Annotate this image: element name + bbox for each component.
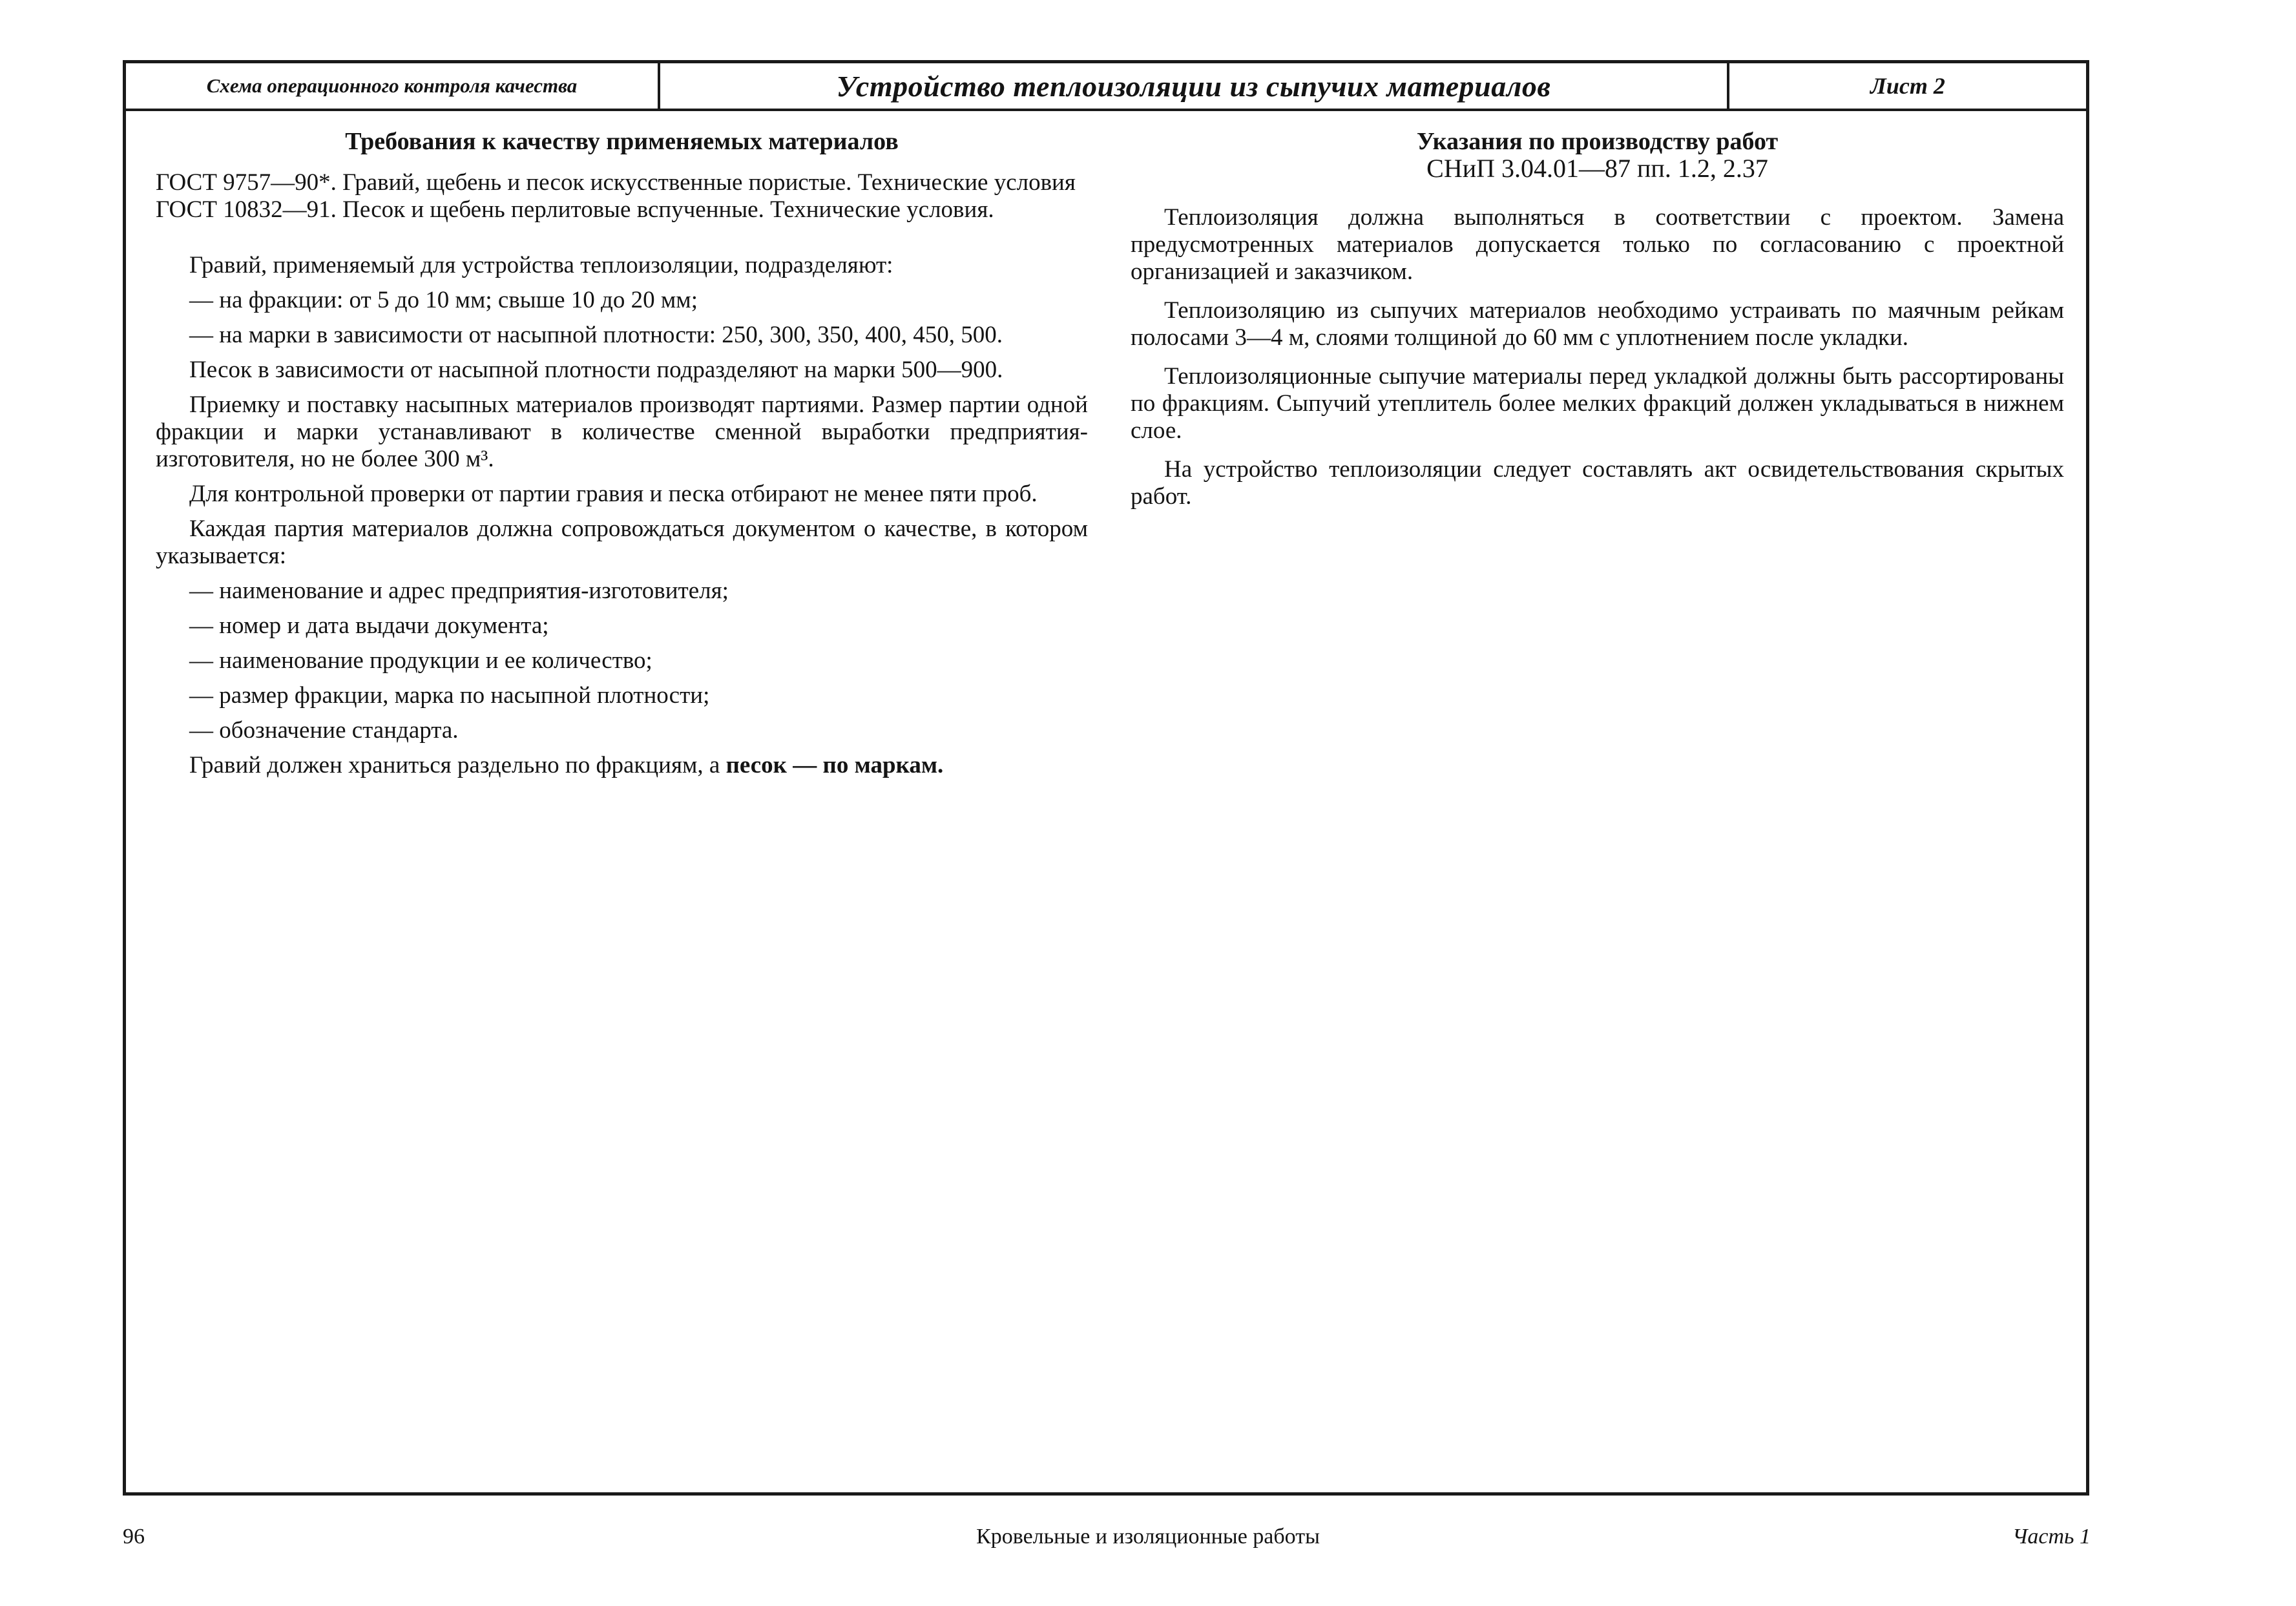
paragraph: Теплоизоляционные сыпучие материалы перед укладкой должны быть рассортированы по фракциям. Сыпучий утеплитель более мелких фракций должен укладываться в нижнем слое. bbox=[1131, 363, 2064, 444]
quality-requirements-column bbox=[156, 128, 1088, 787]
list-item: — на фракции: от 5 до 10 мм; свыше 10 до 20 мм; bbox=[189, 287, 698, 313]
sheet-label: Лист 2 bbox=[1870, 73, 1945, 99]
standard-item: ГОСТ 9757—90*. Гравий, щебень и песок искусственные пористые. Технические условия bbox=[156, 169, 1076, 196]
paragraph: Гравий, применяемый для устройства теплоизоляции, подразделяют: bbox=[189, 252, 893, 278]
quality-requirements-heading: Требования к качеству применяемых материалов bbox=[345, 128, 899, 155]
document-title: Устройство теплоизоляции из сыпучих материалов bbox=[660, 63, 1729, 109]
emphasis-text: песок — по маркам. bbox=[725, 752, 944, 778]
paragraph: Приемку и поставку насыпных материалов производят партиями. Размер партии одной фракции и марки устанавливают в количестве сменной выработки предприятия-изготовителя, но не более 300 м³. bbox=[156, 391, 1088, 472]
paragraph-text: Гравий должен храниться раздельно по фракциям, а bbox=[189, 752, 726, 778]
document-frame bbox=[123, 60, 2089, 1496]
paragraph: Песок в зависимости от насыпной плотности подразделяют на марки 500—900. bbox=[189, 357, 1003, 383]
list-item: — на марки в зависимости от насыпной плотности: 250, 300, 350, 400, 450, 500. bbox=[189, 322, 1003, 348]
paragraph bbox=[156, 752, 1088, 779]
section-title: Кровельные и изоляционные работы bbox=[976, 1525, 1320, 1549]
work-instructions-heading: Указания по производству работ bbox=[1416, 128, 1779, 155]
norm-reference: СНиП 3.04.01—87 пп. 1.2, 2.37 bbox=[1426, 154, 1768, 183]
paragraph: На устройство теплоизоляции следует составлять акт освидетельствования скрытых работ. bbox=[1131, 456, 2064, 510]
paragraph: Для контрольной проверки от партии гравия и песка отбирают не менее пяти проб. bbox=[189, 481, 1038, 507]
list-item: — номер и дата выдачи документа; bbox=[189, 612, 549, 639]
spacer bbox=[156, 224, 1088, 252]
page-number: 96 bbox=[123, 1525, 145, 1549]
list-item: — размер фракции, марка по насыпной плотности; bbox=[189, 682, 710, 709]
list-item: — наименование и адрес предприятия-изготовителя; bbox=[189, 578, 729, 604]
scheme-label: Схема операционного контроля качества bbox=[126, 63, 660, 109]
paragraph: Каждая партия материалов должна сопровождаться документом о качестве, в котором указывается: bbox=[156, 516, 1088, 569]
list-item: — наименование продукции и ее количество; bbox=[189, 647, 652, 674]
list-item: — обозначение стандарта. bbox=[189, 717, 459, 744]
standard-item: ГОСТ 10832—91. Песок и щебень перлитовые вспученные. Технические условия. bbox=[156, 196, 994, 223]
header-row bbox=[126, 63, 2086, 111]
paragraph: Теплоизоляция должна выполняться в соответствии с проектом. Замена предусмотренных материалов допускается только по согласованию с проектной организацией и заказчиком. bbox=[1131, 204, 2064, 285]
part-label: Часть 1 bbox=[2012, 1525, 2091, 1549]
paragraph: Теплоизоляцию из сыпучих материалов необходимо устраивать по маячным рейкам полосами 3—4 м, слоями толщиной до 60 мм с уплотнением после укладки. bbox=[1131, 297, 2064, 351]
work-instructions-column bbox=[1131, 128, 2064, 522]
